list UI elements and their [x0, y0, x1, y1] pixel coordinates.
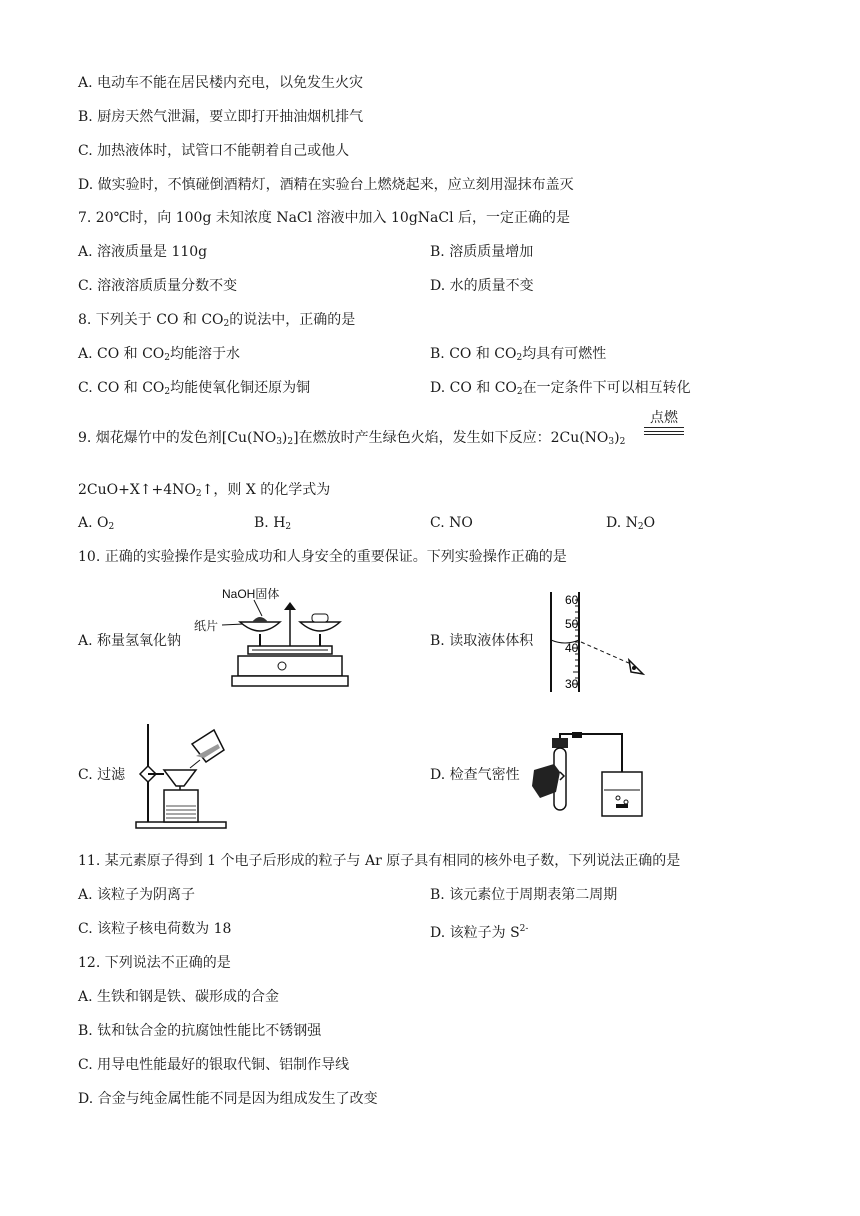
q10-option-c: C. 过滤: [78, 767, 126, 783]
airtightness-figure: [530, 732, 660, 822]
q9-stem: 9. 烟花爆竹中的发色剂$[Cu(NO_3)_2]$在燃放时产生绿色火焰，发生如下反应：$2Cu(NO_3)_2$: [78, 430, 626, 447]
q12-option-b: B. 钛和钛合金的抗腐蚀性能比不锈钢强: [78, 1023, 322, 1039]
naoh-label: NaOH固体: [222, 587, 280, 601]
q7-option-c: C. 溶液溶质质量分数不变: [78, 278, 238, 294]
q10-option-d: D. 检查气密性: [430, 767, 520, 783]
q11-option-d: D. 该粒子为 $S^{2-}$: [430, 924, 529, 941]
q6-option-a: A. 电动车不能在居民楼内充电，以免发生火灾: [78, 75, 364, 91]
q8-option-c: C. CO 和 $CO_2$均能使氧化铜还原为铜: [78, 380, 311, 397]
q7-stem: 7. 20℃时，向 100g 未知浓度 NaCl 溶液中加入 10gNaCl 后，一定正确的是: [78, 210, 571, 226]
reaction-condition: 点燃: [644, 410, 684, 435]
q8-option-d: D. CO 和 $CO_2$在一定条件下可以相互转化: [430, 380, 691, 397]
q6-option-b: B. 厨房天然气泄漏，要立即打开抽油烟机排气: [78, 109, 364, 125]
q9-option-c: C. NO: [430, 515, 473, 531]
q12-option-d: D. 合金与纯金属性能不同是因为组成发生了改变: [78, 1091, 378, 1107]
q11-option-c: C. 该粒子核电荷数为 18: [78, 921, 232, 937]
filtration-figure: [134, 722, 230, 832]
q8-stem: 8. 下列关于 CO 和 $CO_2$的说法中，正确的是: [78, 312, 356, 329]
q9-stem-line2: $2CuO+X↑+4NO_2↑$，则 X 的化学式为: [78, 482, 331, 499]
q7-option-d: D. 水的质量不变: [430, 278, 534, 294]
q12-stem: 12. 下列说法不正确的是: [78, 955, 231, 971]
q7-option-b: B. 溶质质量增加: [430, 244, 534, 260]
q10-stem: 10. 正确的实验操作是实验成功和人身安全的重要保证。下列实验操作正确的是: [78, 549, 567, 565]
q10-option-a: A. 称量氢氧化钠: [78, 633, 182, 649]
q11-option-b: B. 该元素位于周期表第二周期: [430, 887, 618, 903]
paper-label: 纸片: [194, 619, 219, 633]
tick-label-50: 50: [565, 617, 579, 631]
q12-option-c: C. 用导电性能最好的银取代铜、铝制作导线: [78, 1057, 350, 1073]
tick-label-30: 30: [565, 677, 579, 691]
q12-option-a: A. 生铁和钢是铁、碳形成的合金: [78, 989, 280, 1005]
eye-icon: [629, 660, 643, 674]
q7-option-a: A. 溶液质量是 110g: [78, 244, 208, 260]
q9-option-a: A. $O_2$: [78, 515, 115, 532]
tick-label-60: 60: [565, 593, 579, 607]
q9-option-b: B. $H_2$: [254, 515, 292, 532]
q6-option-c: C. 加热液体时，试管口不能朝着自己或他人: [78, 143, 350, 159]
q8-option-a: A. CO 和 $CO_2$均能溶于水: [78, 346, 241, 363]
tick-label-40: 40: [565, 641, 579, 655]
graduated-cylinder-figure: [545, 588, 655, 694]
q10-option-b: B. 读取液体体积: [430, 633, 534, 649]
q11-stem: 11. 某元素原子得到 1 个电子后形成的粒子与 Ar 原子具有相同的核外电子数，下列说法正确的是: [78, 853, 681, 869]
q6-option-d: D. 做实验时，不慎碰倒酒精灯，酒精在实验台上燃烧起来，应立刻用湿抹布盖灭: [78, 177, 574, 193]
balance-scale-figure: [192, 582, 352, 694]
q8-option-b: B. CO 和 $CO_2$均具有可燃性: [430, 346, 607, 363]
q11-option-a: A. 该粒子为阴离子: [78, 887, 196, 903]
q9-option-d: D. $N_2O$: [606, 515, 656, 532]
